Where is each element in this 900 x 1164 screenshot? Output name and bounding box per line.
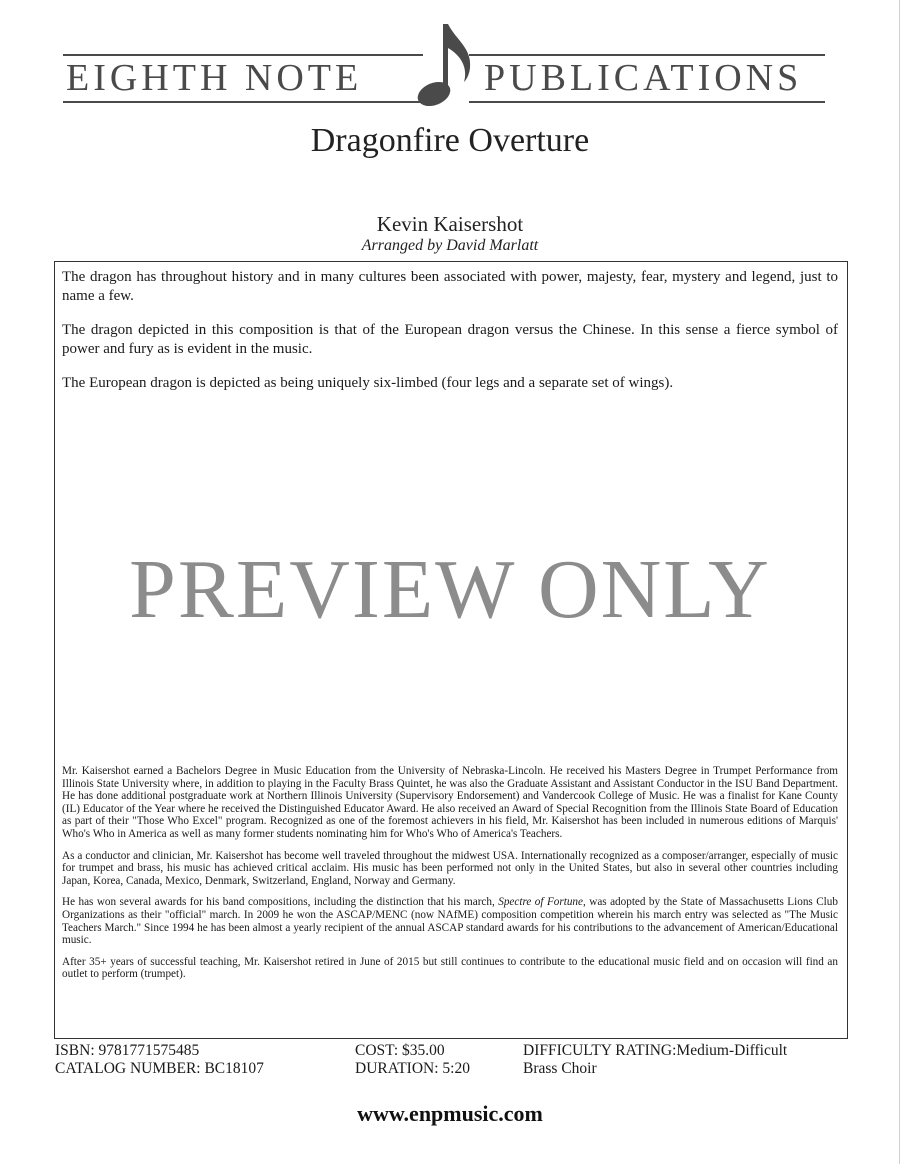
bio-paragraph — [62, 896, 838, 946]
logo-text-left: EIGHTH NOTE — [66, 57, 363, 99]
program-note-paragraph: The dragon depicted in this composition is that of the European dragon versus the Chinese. In this sense a fierce symbol of power and fury as is evident in the music. — [62, 322, 838, 357]
bio-paragraph: After 35+ years of successful teaching, Mr. Kaisershot retired in June of 2015 but still continues to contribute to the educational music field and on occasion will find an outlet to perform (trumpet). — [62, 955, 838, 981]
arranger-credit: Arranged by David Marlatt — [361, 237, 539, 254]
program-note-paragraph: The European dragon is depicted as being uniquely six-limbed (four legs and a separate set of wings). — [62, 375, 674, 391]
catalog-number: CATALOG NUMBER: BC18107 — [55, 1060, 264, 1077]
march-title: Spectre of Fortune — [498, 896, 583, 909]
preview-watermark: PREVIEW ONLY — [129, 543, 771, 636]
meta-column-ids — [55, 1042, 264, 1078]
meta-column-cost — [355, 1042, 470, 1078]
cost: COST: $35.00 — [355, 1042, 445, 1059]
website-link[interactable]: www.enpmusic.com — [357, 1101, 543, 1126]
meta-column-difficulty — [523, 1042, 787, 1078]
program-note-paragraph: The dragon has throughout history and in many cultures been associated with power, majesty, fear, mystery and legend, just to name a few. — [62, 269, 838, 304]
composer-name: Kevin Kaisershot — [376, 212, 524, 236]
logo-text-right: PUBLICATIONS — [484, 57, 803, 99]
bio-paragraph: As a conductor and clinician, Mr. Kaisershot has become well traveled throughout the midwest USA. Internationally recognized as a composer/arranger, especially of music for trumpet and brass, his music has achieved critical acclaim. His music has been performed not only in the United States, but also in several other countries including Japan, Korea, Canada, Mexico, Denmark, Switzerland, England, Norway and Germany. — [62, 849, 838, 887]
eighth-note-icon — [410, 18, 482, 108]
composer-biography — [62, 765, 838, 990]
duration: DURATION: 5:20 — [355, 1060, 470, 1077]
bio-paragraph: Mr. Kaisershot earned a Bachelors Degree in Music Education from the University of Nebraska-Lincoln. He received his Masters Degree in Trumpet Performance from Illinois State University where, in addition to playing in the Faculty Brass Quintet, he was also the Graduate Assistant and Assistant Conductor in the ISU Band Department. He has done additional postgraduate work at Northern Illinois University (Supervisory Endorsement) and Vandercook College of Music. He was a finalist for Kane County (IL) Educator of the Year where he received the Distinguished Educator Award. He also received an Award of Special Recognition from the Illinois State Board of Education as part of their "Those Who Excel" program. Recognized as one of the foremost achievers in his field, Mr. Kaisershot has been included in numerous editions of Marquis' Who's Who in America as well as many former students nominating him for Who's Who of America's Teachers. — [62, 765, 838, 840]
ensemble-type: Brass Choir — [523, 1060, 597, 1077]
bio-text: , was adopted by the State of Massachusetts Lions Club Organizations as their "official" march. In 2009 he won the ASCAP/MENC (now NAfME) composition competition wherein his march entry was selected as "The Music Teachers March." Since 1994 he has been almost a yearly recipient of the annual ASCAP standard awards for his contributions to the advancement of American/Educational music. — [62, 896, 838, 947]
difficulty-rating: DIFFICULTY RATING:Medium-Difficult — [523, 1042, 788, 1059]
isbn: ISBN: 9781771575485 — [55, 1042, 200, 1059]
piece-title: Dragonfire Overture — [310, 122, 590, 159]
bio-text: He has won several awards for his band compositions, including the distinction that his march, — [62, 896, 499, 909]
program-notes — [62, 268, 838, 408]
